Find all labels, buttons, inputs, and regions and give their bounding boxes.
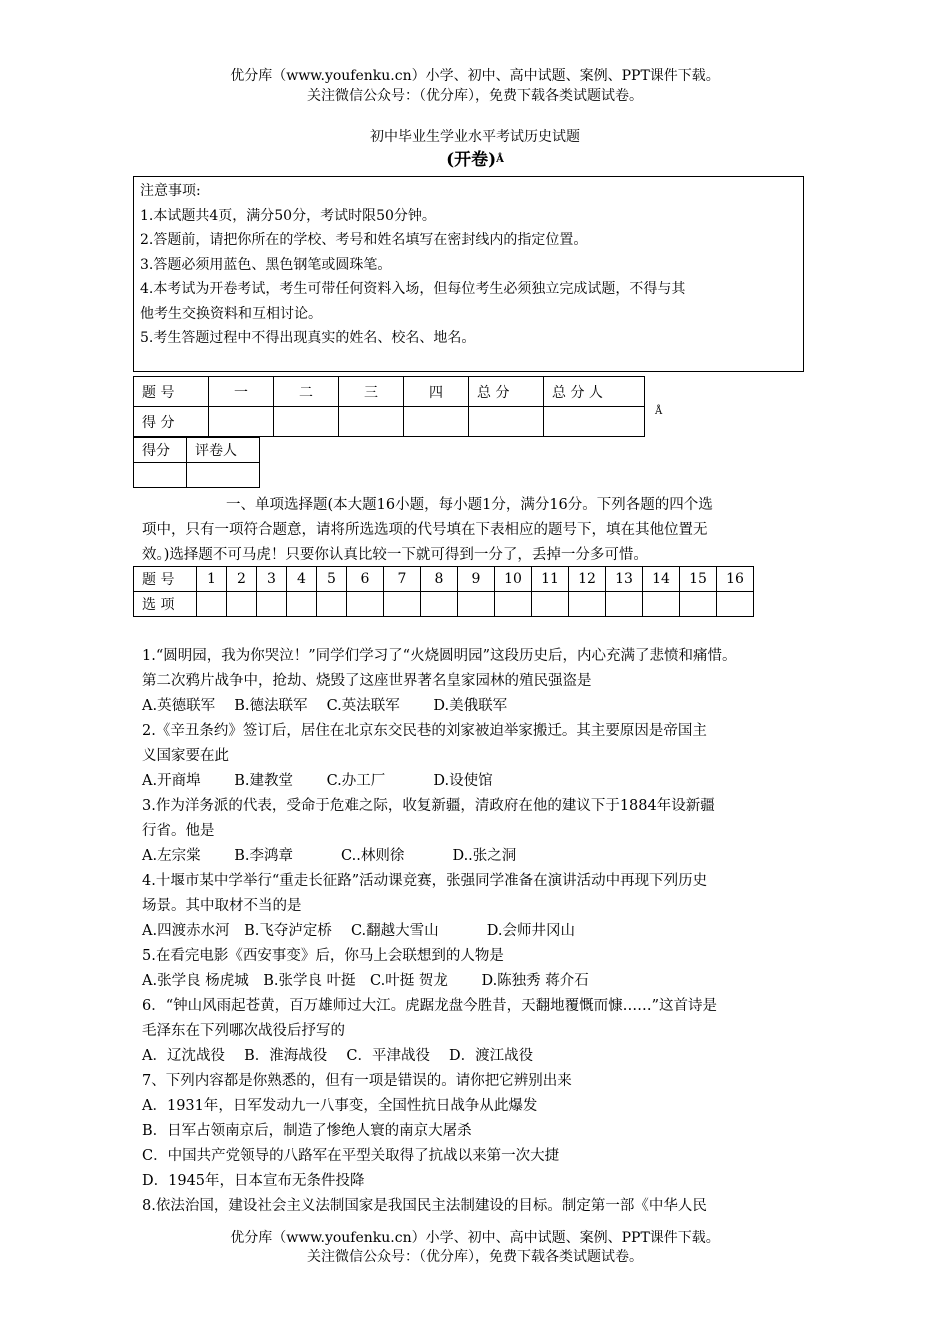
header-line-2: 关注微信公众号：（优分库），免费下载各类试题试卷。 (307, 88, 643, 104)
notice-item: 4.本考试为开卷考试，考生可带任何资料入场，但每位考生必须独立完成试题，不得与其 (140, 281, 686, 297)
score-header-cell: 一 (209, 377, 274, 407)
grader-score-cell[interactable] (134, 463, 187, 488)
grader-input-row (134, 463, 260, 488)
question-line: A.英德联军 B.德法联军 C.英法联军 D.美俄联军 (142, 698, 508, 714)
score-header-cell: 三 (339, 377, 404, 407)
answer-option-cell[interactable] (197, 592, 227, 617)
question-line: 8.依法治国，建设社会主义法制国家是我国民主法制建设的目标。制定第一部《中华人民 (142, 1198, 707, 1214)
answer-number-cell: 8 (421, 567, 458, 592)
answer-number-cell: 12 (569, 567, 606, 592)
answer-number-cell: 13 (606, 567, 643, 592)
exam-title: 初中毕业生学业水平考试历史试题 (370, 129, 580, 145)
score-header-cell: 题 号 (134, 377, 209, 407)
score-cell[interactable] (544, 407, 645, 437)
question-line: 行省。他是 (142, 823, 215, 839)
answer-row-label: 题 号 (134, 567, 197, 592)
grader-header-cell: 评卷人 (187, 438, 260, 463)
answer-number-cell: 4 (287, 567, 317, 592)
grader-table (133, 437, 260, 488)
answer-number-cell: 10 (495, 567, 532, 592)
score-cell[interactable] (339, 407, 404, 437)
answer-number-cell: 1 (197, 567, 227, 592)
question-line: 第二次鸦片战争中，抢劫、烧毁了这座世界著名皇家园林的殖民强盗是 (142, 673, 592, 689)
answer-number-cell: 7 (384, 567, 421, 592)
answer-number-cell: 2 (227, 567, 257, 592)
question-line: 义国家要在此 (142, 748, 229, 764)
question-line: C．中国共产党领导的八路军在平型关取得了抗战以来第一次大捷 (142, 1148, 560, 1164)
question-line: 毛泽东在下列哪次战役后抒写的 (142, 1023, 345, 1039)
question-line: 1.“圆明园，我为你哭泣！”同学们学习了“火烧圆明园”这段历史后，内心充满了悲愤和痛惜。 (142, 648, 737, 664)
footer-line-2: 关注微信公众号：（优分库），免费下载各类试题试卷。 (307, 1249, 643, 1265)
answer-option-cell[interactable] (458, 592, 495, 617)
answer-option-cell[interactable] (287, 592, 317, 617)
score-table-score-row (134, 407, 645, 437)
score-header-cell: 总 分 人 (544, 377, 645, 407)
answer-option-cell[interactable] (384, 592, 421, 617)
answer-number-cell: 9 (458, 567, 495, 592)
answer-option-cell[interactable] (227, 592, 257, 617)
answer-number-cell: 3 (257, 567, 287, 592)
score-header-cell: 四 (404, 377, 469, 407)
notice-box (133, 176, 804, 372)
section-line: 项中，只有一项符合题意，请将所选选项的代号填在下表相应的题号下，填在其他位置无 (142, 522, 708, 538)
answer-number-cell: 5 (317, 567, 347, 592)
section-line: 一、单项选择题(本大题16小题，每小题1分，满分16分。下列各题的四个选 (226, 497, 713, 513)
answer-option-cell[interactable] (606, 592, 643, 617)
answer-option-cell[interactable] (495, 592, 532, 617)
header-line-1: 优分库（www.youfenku.cn）小学、初中、高中试题、案例、PPT课件下载。 (230, 68, 720, 84)
section-one-instructions (142, 493, 807, 568)
question-line: 3.作为洋务派的代表，受命于危难之际，收复新疆，清政府在他的建议下于1884年设新疆 (142, 798, 715, 814)
questions-block (142, 644, 822, 1219)
answer-option-cell[interactable] (532, 592, 569, 617)
score-header-cell: 二 (274, 377, 339, 407)
question-line: 场景。其中取材不当的是 (142, 898, 302, 914)
score-table (133, 376, 645, 437)
question-line: A.张学良 杨虎城 B.张学良 叶挺 C.叶挺 贺龙 D.陈独秀 蒋介石 (142, 973, 589, 989)
score-table-header-row (134, 377, 645, 407)
answer-number-row (134, 567, 754, 592)
footer-line-1: 优分库（www.youfenku.cn）小学、初中、高中试题、案例、PPT课件下载。 (230, 1230, 720, 1246)
question-line: 4.十堰市某中学举行“重走长征路”活动课竞赛，张强同学准备在演讲活动中再现下列历史 (142, 873, 708, 889)
notice-heading: 注意事项: (140, 183, 201, 199)
answer-option-cell[interactable] (257, 592, 287, 617)
answer-option-cell[interactable] (317, 592, 347, 617)
answer-number-cell: 11 (532, 567, 569, 592)
answer-option-cell[interactable] (717, 592, 754, 617)
score-header-cell: 总 分 (469, 377, 544, 407)
score-side-mark: Å (655, 406, 663, 417)
answer-number-cell: 16 (717, 567, 754, 592)
question-line: A．1931年，日军发动九一八事变，全国性抗日战争从此爆发 (142, 1098, 538, 1114)
answer-option-row (134, 592, 754, 617)
answer-option-cell[interactable] (421, 592, 458, 617)
answer-row-label: 选 项 (134, 592, 197, 617)
answer-option-cell[interactable] (643, 592, 680, 617)
answer-table (133, 566, 754, 617)
question-line: 2.《辛丑条约》签订后，居住在北京东交民巷的刘家被迫举家搬迁。其主要原因是帝国主 (142, 723, 707, 739)
score-row-label: 得 分 (134, 407, 209, 437)
grader-name-cell[interactable] (187, 463, 260, 488)
question-line: A.四渡赤水河 B.飞夺泸定桥 C.翻越大雪山 D.会师井冈山 (142, 923, 575, 939)
notice-item: 他考生交换资料和互相讨论。 (140, 305, 322, 322)
score-cell[interactable] (469, 407, 544, 437)
answer-number-cell: 6 (347, 567, 384, 592)
question-line: A.左宗棠 B.李鸿章 C..林则徐 D..张之洞 (142, 848, 517, 864)
answer-option-cell[interactable] (347, 592, 384, 617)
question-line: 5.在看完电影《西安事变》后，你马上会联想到的人物是 (142, 948, 504, 964)
question-line: D．1945年，日本宣布无条件投降 (142, 1173, 365, 1189)
notice-item: 3.答题必须用蓝色、黑色钢笔或圆珠笔。 (140, 256, 392, 273)
section-line: 效。)选择题不可马虎！只要你认真比较一下就可得到一分了，丢掉一分多可惜。 (142, 547, 648, 563)
grader-header-cell: 得分 (134, 438, 187, 463)
question-line: 7、下列内容都是你熟悉的，但有一项是错误的。请你把它辨别出来 (142, 1073, 572, 1089)
score-cell[interactable] (209, 407, 274, 437)
score-cell[interactable] (404, 407, 469, 437)
exam-subtitle-mark: Å (496, 154, 504, 165)
exam-subtitle (0, 151, 950, 169)
notice-item: 5.考生答题过程中不得出现真实的姓名、校名、地名。 (140, 330, 476, 346)
question-line: A．辽沈战役 B．淮海战役 C．平津战役 D．渡江战役 (142, 1048, 534, 1064)
answer-number-cell: 14 (643, 567, 680, 592)
question-line: 6．“钟山风雨起苍黄，百万雄师过大江。虎踞龙盘今胜昔，天翻地覆慨而慷……”这首诗是 (142, 998, 718, 1014)
answer-number-cell: 15 (680, 567, 717, 592)
notice-item: 1.本试题共4页，满分50分，考试时限50分钟。 (140, 207, 436, 224)
answer-option-cell[interactable] (569, 592, 606, 617)
exam-subtitle-text: (开卷) (446, 150, 497, 170)
answer-option-cell[interactable] (680, 592, 717, 617)
notice-item: 2.答题前，请把你所在的学校、考号和姓名填写在密封线内的指定位置。 (140, 232, 588, 248)
question-line: B．日军占领南京后，制造了惨绝人寰的南京大屠杀 (142, 1123, 472, 1139)
grader-header-row (134, 438, 260, 463)
score-cell[interactable] (274, 407, 339, 437)
question-line: A.开商埠 B.建教堂 C.办工厂 D.设使馆 (142, 773, 493, 789)
